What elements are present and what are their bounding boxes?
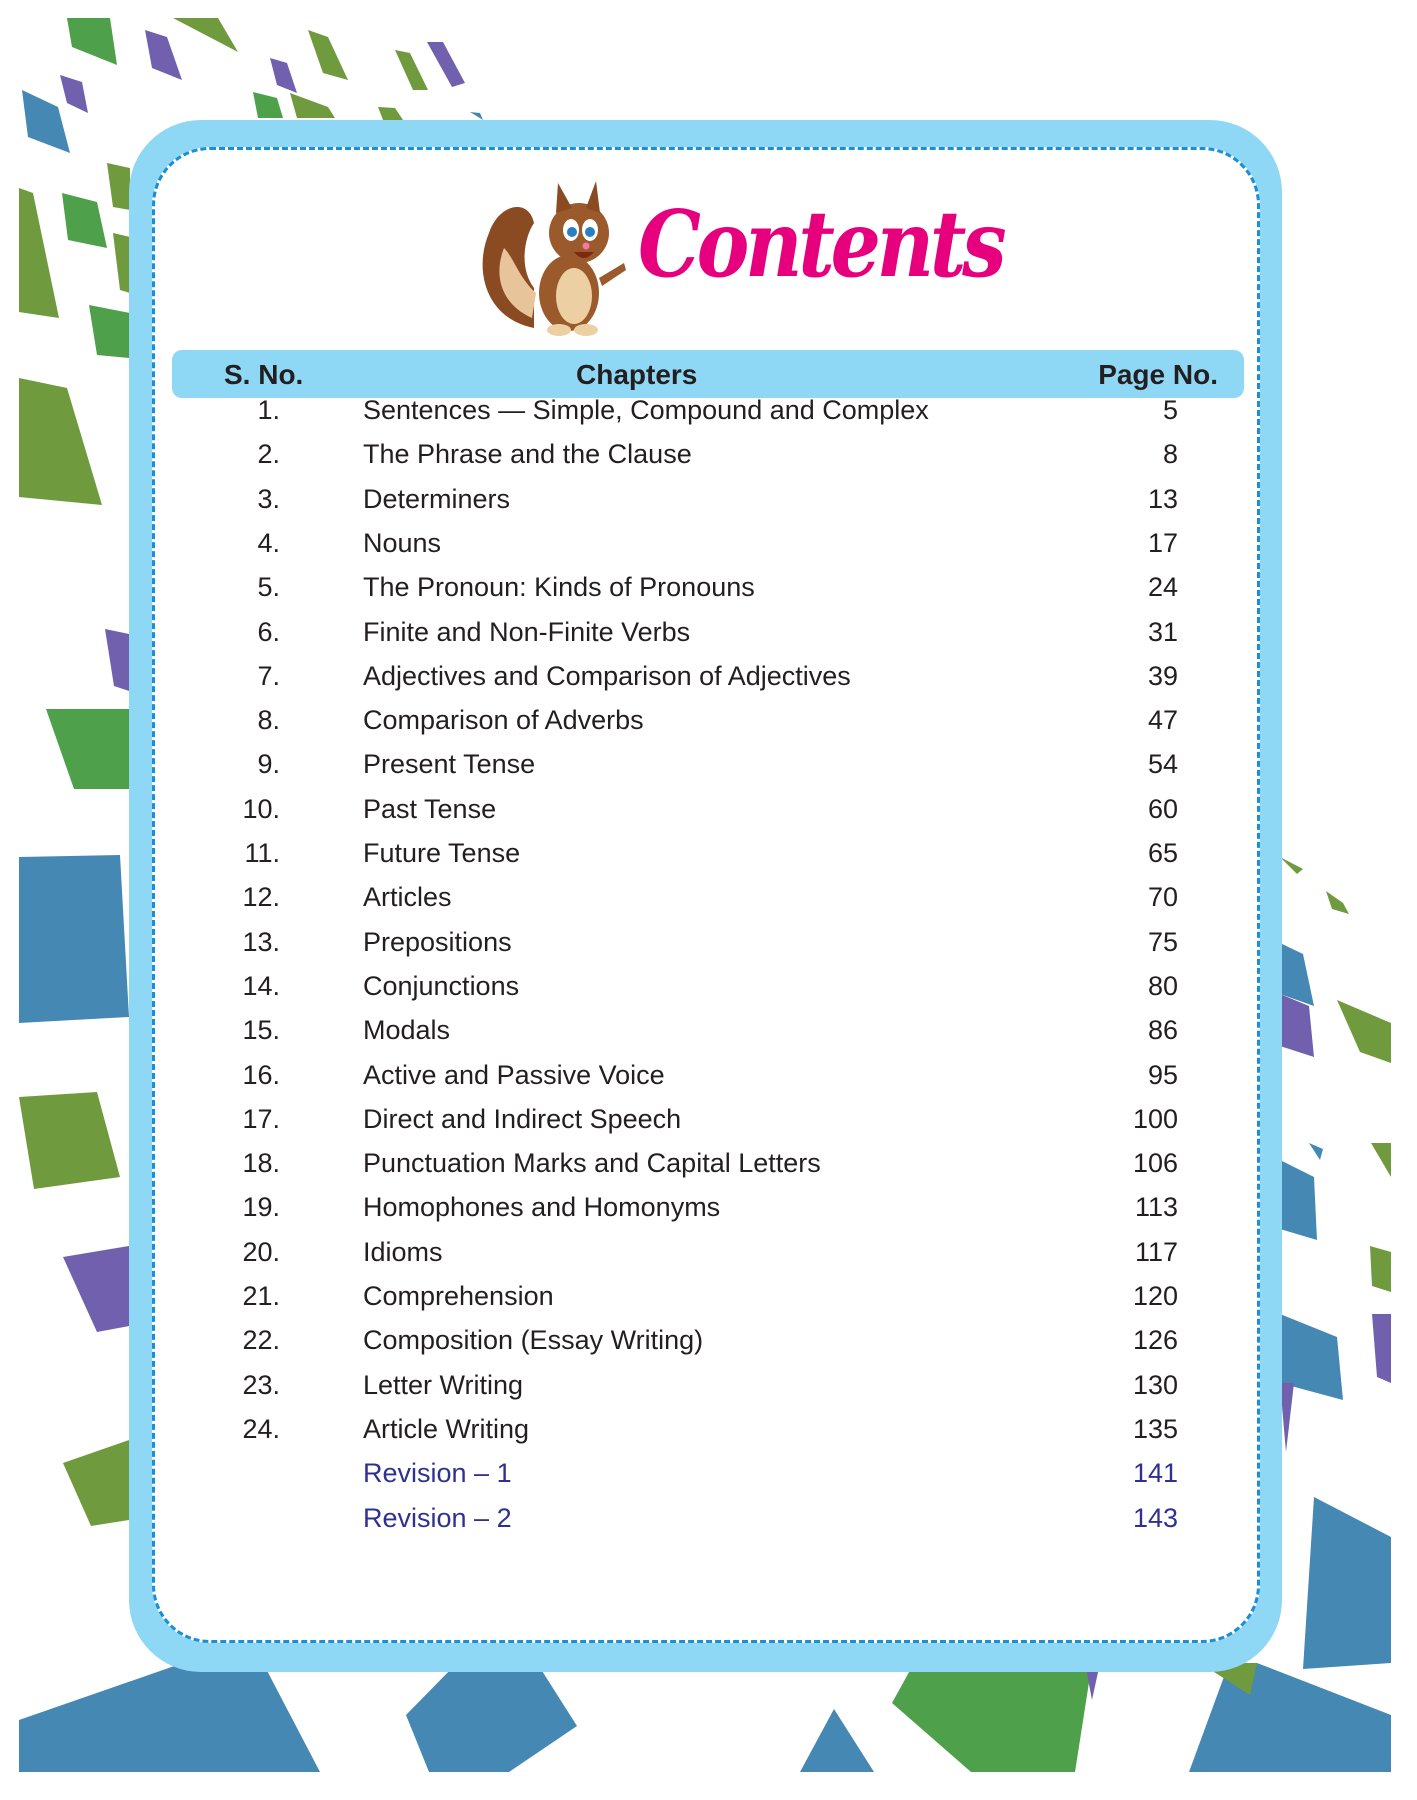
table-row [0,1362,1417,1406]
page-number: 106 [1132,1148,1178,1179]
page-number: 117 [1134,1236,1178,1267]
page-number: 75 [1147,926,1178,957]
chapter-title: Conjunctions [363,970,520,1001]
header-chapters: Chapters [576,359,698,390]
row-number: 11. [244,838,280,868]
chapter-title: Modals [363,1015,451,1046]
table-row [0,741,1417,785]
row-number: 2. [257,439,280,470]
table-row [0,609,1417,653]
squirrel-mascot-icon [474,178,634,338]
row-number: 1. [257,395,280,425]
page-number: 141 [1132,1458,1178,1489]
row-number: 5. [257,572,280,603]
page-number: 120 [1132,1281,1178,1311]
header-page: Page No. [1098,359,1218,390]
page-number: 65 [1147,838,1178,868]
chapter-title: Revision – 2 [363,1502,512,1533]
chapter-title: Adjectives and Comparison of Adjectives [363,660,851,691]
table-row [0,1184,1417,1228]
chapter-title: Present Tense [363,749,536,780]
page-number: 143 [1132,1502,1178,1533]
page-number: 80 [1147,970,1178,1001]
table-row [0,520,1417,564]
row-number: 21. [242,1281,280,1311]
table-row [0,476,1417,520]
row-number: 7. [257,660,280,691]
table-row [0,564,1417,608]
chapter-title: Active and Passive Voice [363,1059,665,1090]
row-number: 4. [257,527,280,558]
chapter-title: Comprehension [363,1281,554,1311]
table-row [0,431,1417,475]
row-number: 3. [257,483,280,514]
chapter-title: Revision – 1 [363,1458,512,1489]
chapter-title: Composition (Essay Writing) [363,1325,704,1356]
row-number: 9. [257,749,280,780]
page-number: 31 [1147,616,1178,647]
page-number: 70 [1147,882,1178,913]
table-row [0,1096,1417,1140]
header-sno: S. No. [224,359,304,390]
page-number: 5 [1162,395,1178,425]
page-title: Contents [638,190,1003,298]
table-row [0,830,1417,874]
table-row [0,1273,1417,1317]
page-number: 13 [1147,483,1178,514]
table-row [0,919,1417,963]
table-row [0,1317,1417,1361]
table-row [0,1495,1417,1539]
page-number: 100 [1132,1103,1178,1134]
page-number: 113 [1134,1192,1178,1223]
page-number: 126 [1132,1325,1178,1356]
chapter-title: Nouns [363,527,442,558]
chapter-title: Idioms [363,1236,443,1267]
table-row [0,1229,1417,1273]
chapter-title: Past Tense [363,793,497,824]
chapter-title: Comparison of Adverbs [363,705,644,736]
chapter-title: Direct and Indirect Speech [363,1103,682,1134]
page-number: 135 [1132,1413,1178,1444]
row-number: 19. [242,1192,280,1223]
row-number: 16. [242,1059,280,1090]
row-number: 24. [242,1413,280,1444]
row-number: 14. [242,970,280,1001]
chapter-title: Punctuation Marks and Capital Letters [363,1148,821,1179]
chapter-title: Articles [363,882,452,913]
row-number: 20. [242,1236,280,1267]
table-row [0,1007,1417,1051]
page-number: 39 [1147,660,1178,691]
row-number: 6. [257,616,280,647]
page-number: 86 [1147,1015,1178,1046]
row-number: 15. [242,1015,280,1046]
chapter-title: The Pronoun: Kinds of Pronouns [363,572,755,603]
chapter-title: Article Writing [363,1413,530,1444]
chapter-title: The Phrase and the Clause [363,439,692,470]
table-row [0,1140,1417,1184]
row-number: 13. [242,926,280,957]
page-number: 54 [1147,749,1178,780]
chapter-title: Letter Writing [363,1369,524,1400]
chapter-title: Homophones and Homonyms [363,1192,721,1223]
table-row [0,874,1417,918]
table-row [0,697,1417,741]
table-row [0,786,1417,830]
page-number: 130 [1132,1369,1178,1400]
table-row [0,1052,1417,1096]
chapter-title: Determiners [363,483,511,514]
row-number: 23. [242,1369,280,1400]
table-row [0,963,1417,1007]
page-number: 60 [1147,793,1178,824]
page-number: 95 [1147,1059,1178,1090]
table-row [0,1450,1417,1494]
table-row [0,387,1417,431]
table-row [0,653,1417,697]
row-number: 22. [242,1325,280,1356]
page-number: 24 [1147,572,1178,603]
chapter-title: Sentences — Simple, Compound and Complex [363,395,929,425]
table-row [0,1406,1417,1450]
chapter-title: Finite and Non-Finite Verbs [363,616,691,647]
page-number: 8 [1162,439,1178,470]
page-number: 47 [1147,705,1178,736]
row-number: 12. [242,882,280,913]
row-number: 10. [242,793,280,824]
page-number: 17 [1147,527,1178,558]
row-number: 8. [257,705,280,736]
chapter-title: Future Tense [363,838,521,868]
row-number: 18. [242,1148,280,1179]
row-number: 17. [242,1103,280,1134]
chapter-title: Prepositions [363,926,512,957]
